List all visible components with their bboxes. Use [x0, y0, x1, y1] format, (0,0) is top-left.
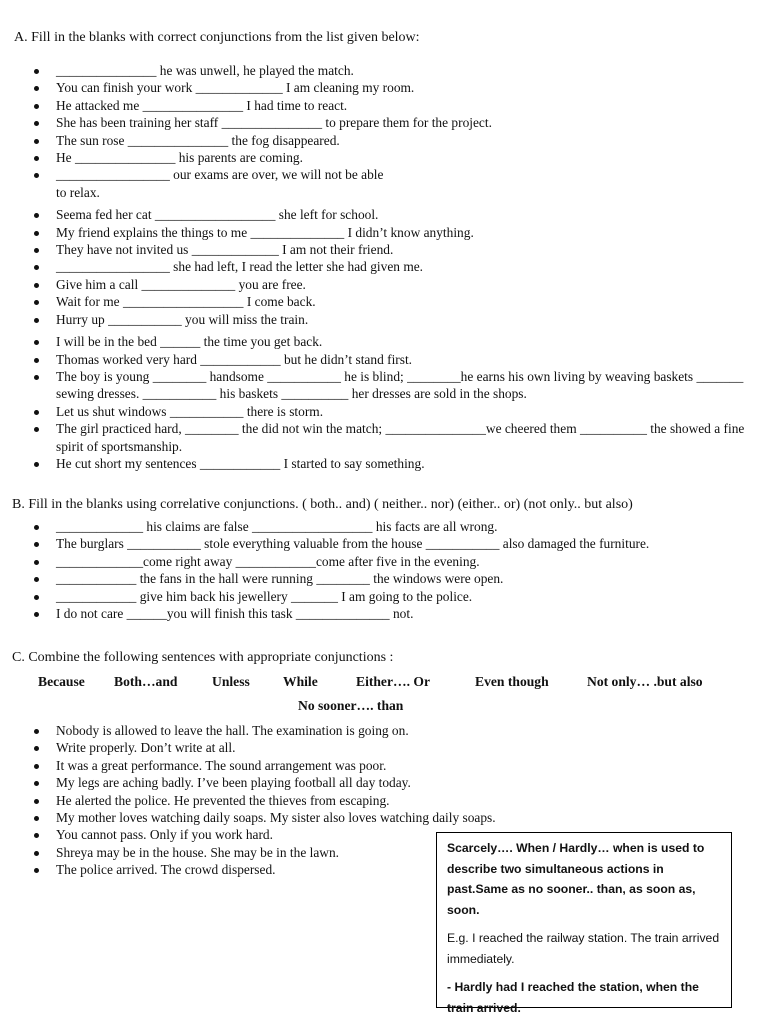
list-item: ____________ the fans in the hall were running ________ the windows were open. — [0, 570, 649, 587]
keyword-not-only-but-also: Not only… .but also — [587, 674, 703, 689]
list-item: She has been training her staff _______________ to prepare them for the project. — [0, 114, 746, 131]
list-item: The girl practiced hard, ________ the did not win the match; _______________we cheered them __________ the showed a fine spirit of sportsmanship. — [0, 420, 746, 455]
list-item: Wait for me __________________ I come back. — [0, 293, 746, 310]
list-item: I will be in the bed ______ the time you get back. — [0, 333, 746, 350]
list-item: ____________ give him back his jewellery _______ I am going to the police. — [0, 588, 649, 605]
list-item: I do not care ______you will finish this task ______________ not. — [0, 605, 649, 622]
keyword-unless: Unless — [212, 674, 250, 689]
list-item: The sun rose _______________ the fog disappeared. — [0, 132, 746, 149]
list-item: Write properly. Don’t write at all. — [0, 739, 496, 756]
keyword-both-and: Both…and — [114, 674, 178, 689]
list-item: He _______________ his parents are coming. — [0, 149, 746, 166]
list-item: The boy is young ________ handsome ___________ he is blind; ________he earns his own living by weaving baskets _______ sewing dresses. ___________ his baskets __________ her dresses are sold in the shops. — [0, 368, 746, 403]
list-item: He cut short my sentences ____________ I started to say something. — [0, 455, 746, 472]
list-item: Nobody is allowed to leave the hall. The examination is going on. — [0, 722, 496, 739]
list-item: They have not invited us _____________ I am not their friend. — [0, 241, 746, 258]
section-a-list — [0, 62, 746, 472]
list-item: _____________ his claims are false __________________ his facts are all wrong. — [0, 518, 649, 535]
keyword-because: Because — [38, 674, 85, 689]
list-item: _________________ our exams are over, we will not be able to relax. — [0, 166, 386, 201]
list-item: _________________ she had left, I read the letter she had given me. — [0, 258, 746, 275]
section-c-list — [0, 722, 496, 879]
list-item: It was a great performance. The sound arrangement was poor. — [0, 757, 496, 774]
keyword-while: While — [283, 674, 318, 689]
list-item: You can finish your work _____________ I am cleaning my room. — [0, 79, 746, 96]
list-item: The police arrived. The crowd dispersed. — [0, 861, 496, 878]
list-item: My legs are aching badly. I’ve been playing football all day today. — [0, 774, 496, 791]
section-b-heading: B. Fill in the blanks using correlative conjunctions. ( both.. and) ( neither.. nor) (either.. or) (not only.. but also) — [12, 497, 633, 512]
list-item: Seema fed her cat __________________ she left for school. — [0, 206, 746, 223]
list-item: You cannot pass. Only if you work hard. — [0, 826, 496, 843]
section-a-heading: A. Fill in the blanks with correct conjunctions from the list given below: — [14, 30, 420, 45]
grammar-note-box — [436, 832, 732, 1015]
keyword-even-though: Even though — [475, 674, 549, 689]
list-item: _______________ he was unwell, he played the match. — [0, 62, 746, 79]
keyword-no-sooner-than: No sooner…. than — [298, 698, 404, 713]
note-answer: - Hardly had I reached the station, when the train arrived. — [447, 980, 699, 1015]
note-example: E.g. I reached the railway station. The train arrived immediately. — [447, 931, 720, 966]
list-item: Let us shut windows ___________ there is storm. — [0, 403, 746, 420]
list-item: Hurry up ___________ you will miss the train. — [0, 311, 746, 328]
section-b-list — [0, 518, 649, 622]
list-item: Thomas worked very hard ____________ but he didn’t stand first. — [0, 351, 746, 368]
list-item: The burglars ___________ stole everything valuable from the house ___________ also damaged the furniture. — [0, 535, 649, 552]
list-item: _____________come right away ____________come after five in the evening. — [0, 553, 649, 570]
list-item: He alerted the police. He prevented the thieves from escaping. — [0, 792, 496, 809]
list-item: My friend explains the things to me ______________ I didn’t know anything. — [0, 224, 746, 241]
keyword-either-or: Either…. Or — [356, 674, 430, 689]
list-item: He attacked me _______________ I had time to react. — [0, 97, 746, 114]
list-item: My mother loves watching daily soaps. My sister also loves watching daily soaps. — [0, 809, 496, 826]
note-rule: Scarcely…. When / Hardly… when is used to describe two simultaneous actions in past.Same as no sooner.. than, as soon as, soon. — [447, 841, 705, 917]
list-item: Give him a call ______________ you are free. — [0, 276, 746, 293]
section-c-heading: C. Combine the following sentences with appropriate conjunctions : — [12, 650, 394, 665]
list-item: Shreya may be in the house. She may be in the lawn. — [0, 844, 496, 861]
